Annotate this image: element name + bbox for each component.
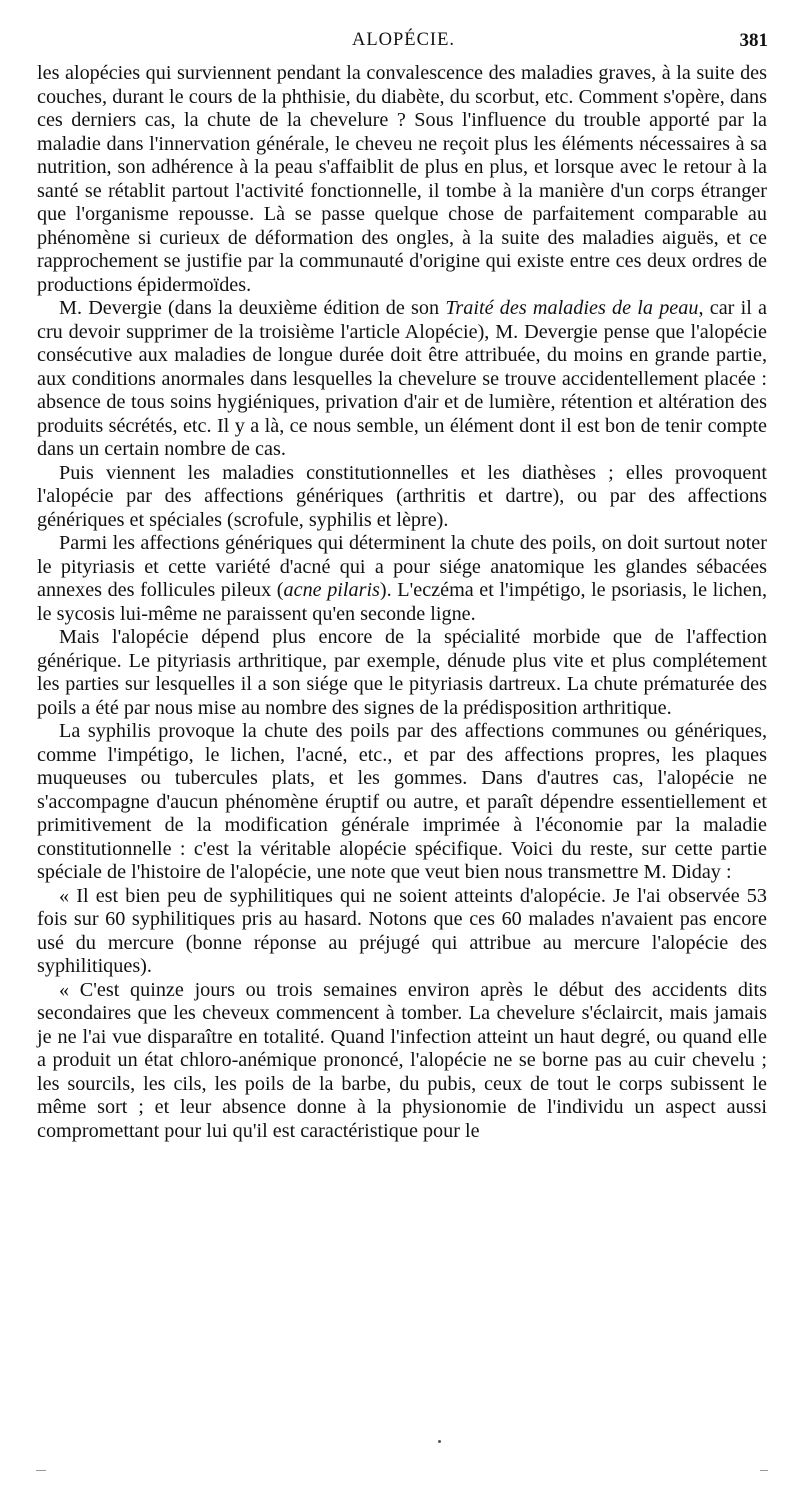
paragraph — [37, 979, 767, 1144]
paragraph — [37, 532, 767, 626]
text-run: Puis viennent les maladies constitutionnelles et les diathèses ; elles provoquent l'alopécie par des affections génériques (arthritis et dartre), ou par des affections génériques et spéciales (scrofule, syphilis et lèpre). — [37, 461, 767, 531]
text-run: ). L'eczéma et l'impétigo, le psoriasis, le lichen, le sycosis lui-même ne paraissent qu'en seconde ligne. — [37, 579, 767, 625]
margin-mark-left — [36, 1470, 46, 1471]
text-run: , car il a cru devoir supprimer de la troisième l'article Alopécie), M. Devergie pense que l'alopécie consécutive aux maladies de longue durée doit être attribuée, du moins en grande partie, aux conditions anormales dans lesquelles la chevelure se trouve accidentellement placée : absence de tous soins hygiéniques, privation d'air et de lumière, rétention et altération des produits sécrétés, etc. Il y a là, ce nous semble, un élément dont il est bon de tenir compte dans un certain nombre de cas. — [37, 297, 767, 460]
text-run: Parmi les affections génériques qui déterminent la chute des poils, on doit surtout noter le pityriasis et cette variété d'acné qui a pour siége anatomique les glandes sébacées annexes des follicules pileux ( — [37, 532, 767, 601]
page-number: 381 — [739, 30, 768, 51]
text-run: M. Devergie (dans la deuxième édition de son — [59, 297, 446, 319]
running-head — [37, 30, 770, 56]
text-run: les alopécies qui surviennent pendant la convalescence des maladies graves, à la suite des couches, durant le cours de la phthisie, du diabète, du scorbut, etc. Comment s'opère, dans ces derniers cas, la chute de la chevelure ? Sous l'influence du trouble apporté par la maladie dans l'innervation générale, le cheveu ne reçoit plus les éléments nécessaires à sa nutrition, son adhérence à la peau s'affaiblit de plus en plus, et lorsque avec le retour à la santé se rétablit partout l'activité fonctionnelle, il tombe à la manière d'un corps étranger que l'organisme repousse. Là se passe quelque chose de parfaitement comparable au phénomène si curieux de déformation des ongles, à la suite des maladies aiguës, et ce rapprochement se justifie par la communauté d'origine qui existe entre ces deux ordres de productions épidermoïdes. — [37, 62, 767, 296]
italic-text: acne pilaris — [283, 579, 380, 601]
text-run: « C'est quinze jours ou trois semaines environ après le début des accidents dits secondaires que les cheveux commencent à tomber. La chevelure s'éclaircit, mais jamais je ne l'ai vue disparaître en totalité. Quand l'infection atteint un haut degré, ou quand elle a produit un état chloro-anémique prononcé, l'alopécie ne se borne pas au cuir chevelu ; les sourcils, les cils, les poils de la barbe, du pubis, ceux de tout le corps subissent le même sort ; et leur absence donne à la physionomie de l'individu un aspect aussi compromettant pour lui qu'il est caractéristique pour le — [37, 978, 767, 1142]
paragraph — [37, 462, 767, 533]
italic-text: Traité des maladies de la peau — [445, 297, 699, 319]
margin-mark-right — [760, 1470, 768, 1471]
paragraph — [37, 62, 767, 297]
body-text — [37, 62, 767, 1143]
text-run: « Il est bien peu de syphilitiques qui ne soient atteints d'alopécie. Je l'ai observée 53 fois sur 60 syphilitiques pris au hasard. Notons que ces 60 malades n'avaient pas encore usé du mercure (bonne réponse au préjugé qui attribue au mercure l'alopécie des syphilitiques). — [37, 884, 767, 977]
ink-speck — [438, 1440, 441, 1443]
text-run: Mais l'alopécie dépend plus encore de la spécialité morbide que de l'affection générique. Le pityriasis arthritique, par exemple, dénude plus vite et plus complétement les parties sur lesquelles il a son siége que le pityriasis dartreux. La chute prématurée des poils a été par nous mise au nombre des signes de la prédisposition arthritique. — [37, 626, 767, 719]
paragraph — [37, 885, 767, 979]
text-run: La syphilis provoque la chute des poils par des affections communes ou génériques, comme l'impétigo, le lichen, l'acné, etc., et par des affections propres, les plaques muqueuses ou tubercules plats, et les gommes. Dans d'autres cas, l'alopécie ne s'accompagne d'aucun phénomène éruptif ou autre, et paraît dépendre essentiellement et primitivement de la modification générale imprimée à l'économie par la maladie constitutionnelle : c'est la véritable alopécie spécifique. Voici du reste, sur cette partie spéciale de l'histoire de l'alopécie, une note que veut bien nous transmettre M. Diday : — [37, 720, 767, 883]
paragraph — [37, 720, 767, 885]
paragraph — [37, 297, 767, 462]
running-title: ALOPÉCIE. — [351, 30, 456, 50]
paragraph — [37, 626, 767, 720]
